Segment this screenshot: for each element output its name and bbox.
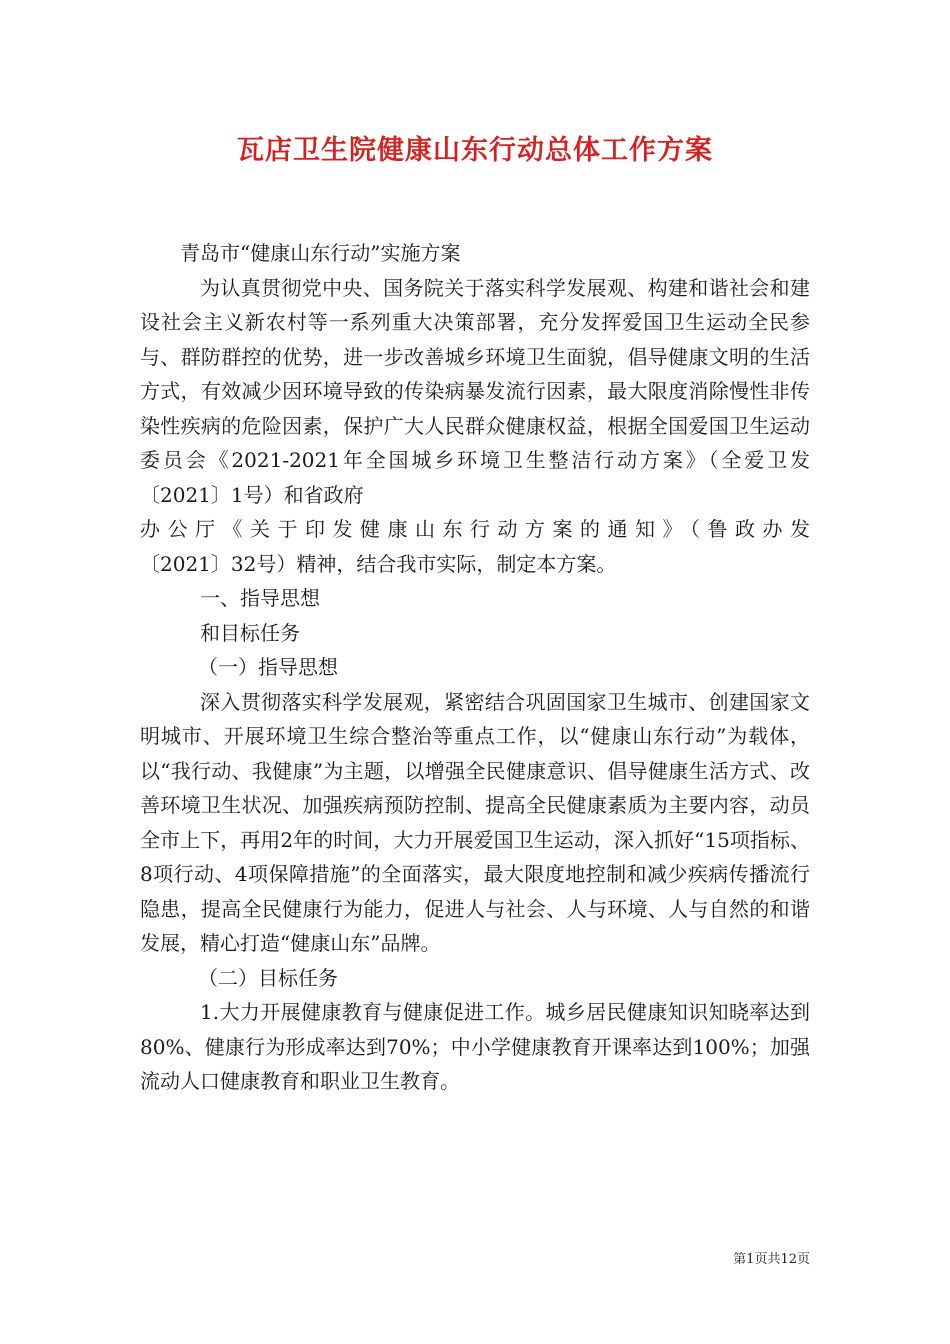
heading-target-tasks: （二）目标任务 bbox=[198, 965, 338, 990]
heading-section-1-continued: 和目标任务 bbox=[200, 620, 300, 645]
document-body bbox=[140, 236, 810, 1099]
paragraph-intro: 为认真贯彻党中央、国务院关于落实科学发展观、构建和谐社会和建设社会主义新农村等一系列重大决策部署，充分发挥爱国卫生运动全民参与、群防群控的优势，进一步改善城乡环境卫生面貌，倡导健康文明的生活方式，有效减少因环境导致的传染病暴发流行因素，最大限度消除慢性非传染性疾病的危险因素，保护广大人民群众健康权益，根据全国爱国卫生运动委员会《2021-2021年全国城乡环境卫生整洁行动方案》（全爱卫发〔2021〕1号）和省政府 bbox=[140, 275, 810, 507]
document-title: 瓦店卫生院健康山东行动总体工作方案 bbox=[237, 135, 713, 166]
paragraph-intro-line2: 办公厅《关于印发健康山东行动方案的通知》（鲁政办发 bbox=[140, 517, 810, 541]
paragraph-task-1: 1.大力开展健康教育与健康促进工作。城乡居民健康知识知晓率达到80%、健康行为形成率达到70%；中小学健康教育开课率达到100%；加强流动人口健康教育和职业卫生教育。 bbox=[140, 1000, 810, 1093]
paragraph-guiding: 深入贯彻落实科学发展观，紧密结合巩固国家卫生城市、创建国家文明城市、开展环境卫生综合整治等重点工作，以“健康山东行动”为载体，以“我行动、我健康”为主题，以增强全民健康意识、倡导健康生活方式、改善环境卫生状况、加强疾病预防控制、提高全民健康素质为主要内容，动员全市上下，再用2年的时间，大力开展爱国卫生运动，深入抓好“15项指标、8项行动、4项保障措施”的全面落实，最大限度地控制和减少疾病传播流行隐患，提高全民健康行为能力，促进人与社会、人与环境、人与自然的和谐发展，精心打造“健康山东”品牌。 bbox=[140, 689, 810, 955]
subtitle: 青岛市“健康山东行动”实施方案 bbox=[180, 241, 461, 265]
paragraph-intro-line3: 〔2021〕32号）精神，结合我市实际，制定本方案。 bbox=[140, 551, 617, 576]
heading-section-1: 一、指导思想 bbox=[200, 586, 320, 610]
page-footer: 第1页共12页 bbox=[733, 1252, 810, 1267]
heading-guiding-ideology: （一）指导思想 bbox=[198, 655, 338, 679]
